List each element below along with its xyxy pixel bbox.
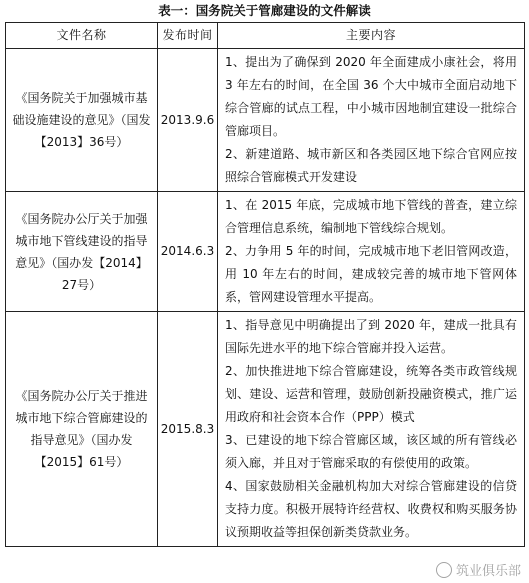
watermark-text: 筑业俱乐部 [455, 564, 521, 579]
table-row [6, 192, 525, 312]
content-item: 1、指导意见中明确提出了到 2020 年，建成一批具有国际先进水平的地下综合管廊并投入运营。 [225, 318, 517, 355]
content-item: 2、加快推进地下综合管廊建设，统筹各类市政管线规划、建设、运营和管理，鼓励创新投融资模式，推广运用政府和社会资本合作（PPP）模式 [225, 364, 517, 424]
header-name: 文件名称 [6, 23, 158, 49]
publish-date: 2013.9.6 [158, 49, 218, 192]
main-content [218, 312, 525, 547]
content-item: 2、新建道路、城市新区和各类园区地下综合官网应按照综合管廊模式开发建设 [225, 147, 517, 184]
publish-date: 2014.6.3 [158, 192, 218, 312]
main-content [218, 49, 525, 192]
content-item: 1、提出为了确保到 2020 年全面建成小康社会，将用 3 年左右的时间，在全国 36 个大中城市全面启动地下综合管廊的试点工程，中小城市因地制宜建设一批综合管廊项目。 [225, 55, 517, 138]
header-date: 发布时间 [158, 23, 218, 49]
content-item: 4、国家鼓励相关金融机构加大对综合管廊建设的信贷支持力度。积极开展特许经营权、收费权和购买服务协议预期收益等担保创新类贷款业务。 [225, 479, 517, 539]
table-caption: 表一：国务院关于管廊建设的文件解读 [158, 3, 371, 18]
policy-table [5, 22, 525, 547]
content-item: 3、已建设的地下综合管廊区域，该区域的所有管线必须入廊，并且对于管廊采取的有偿使用的政策。 [225, 433, 517, 470]
content-item: 2、力争用 5 年的时间，完成城市地下老旧管网改造，用 10 年左右的时间，建成较完善的城市地下管网体系，管网建设管理水平提高。 [225, 244, 517, 304]
header-row [6, 23, 525, 49]
document-name: 《国务院办公厅关于推进城市地下综合管廊建设的指导意见》（国办发【2015】61号） [6, 312, 158, 547]
table-row [6, 49, 525, 192]
table-row [6, 312, 525, 547]
main-content [218, 192, 525, 312]
document-name: 《国务院办公厅关于加强城市地下管线建设的指导意见》（国办发【2014】27号） [6, 192, 158, 312]
publish-date: 2015.8.3 [158, 312, 218, 547]
wechat-logo-icon [436, 562, 452, 578]
header-content: 主要内容 [218, 23, 525, 49]
watermark [436, 560, 521, 579]
document-name: 《国务院关于加强城市基础设施建设的意见》（国发【2013】36号） [6, 49, 158, 192]
content-item: 1、在 2015 年底，完成城市地下管线的普查，建立综合管理信息系统，编制地下管线综合规划。 [225, 198, 517, 235]
